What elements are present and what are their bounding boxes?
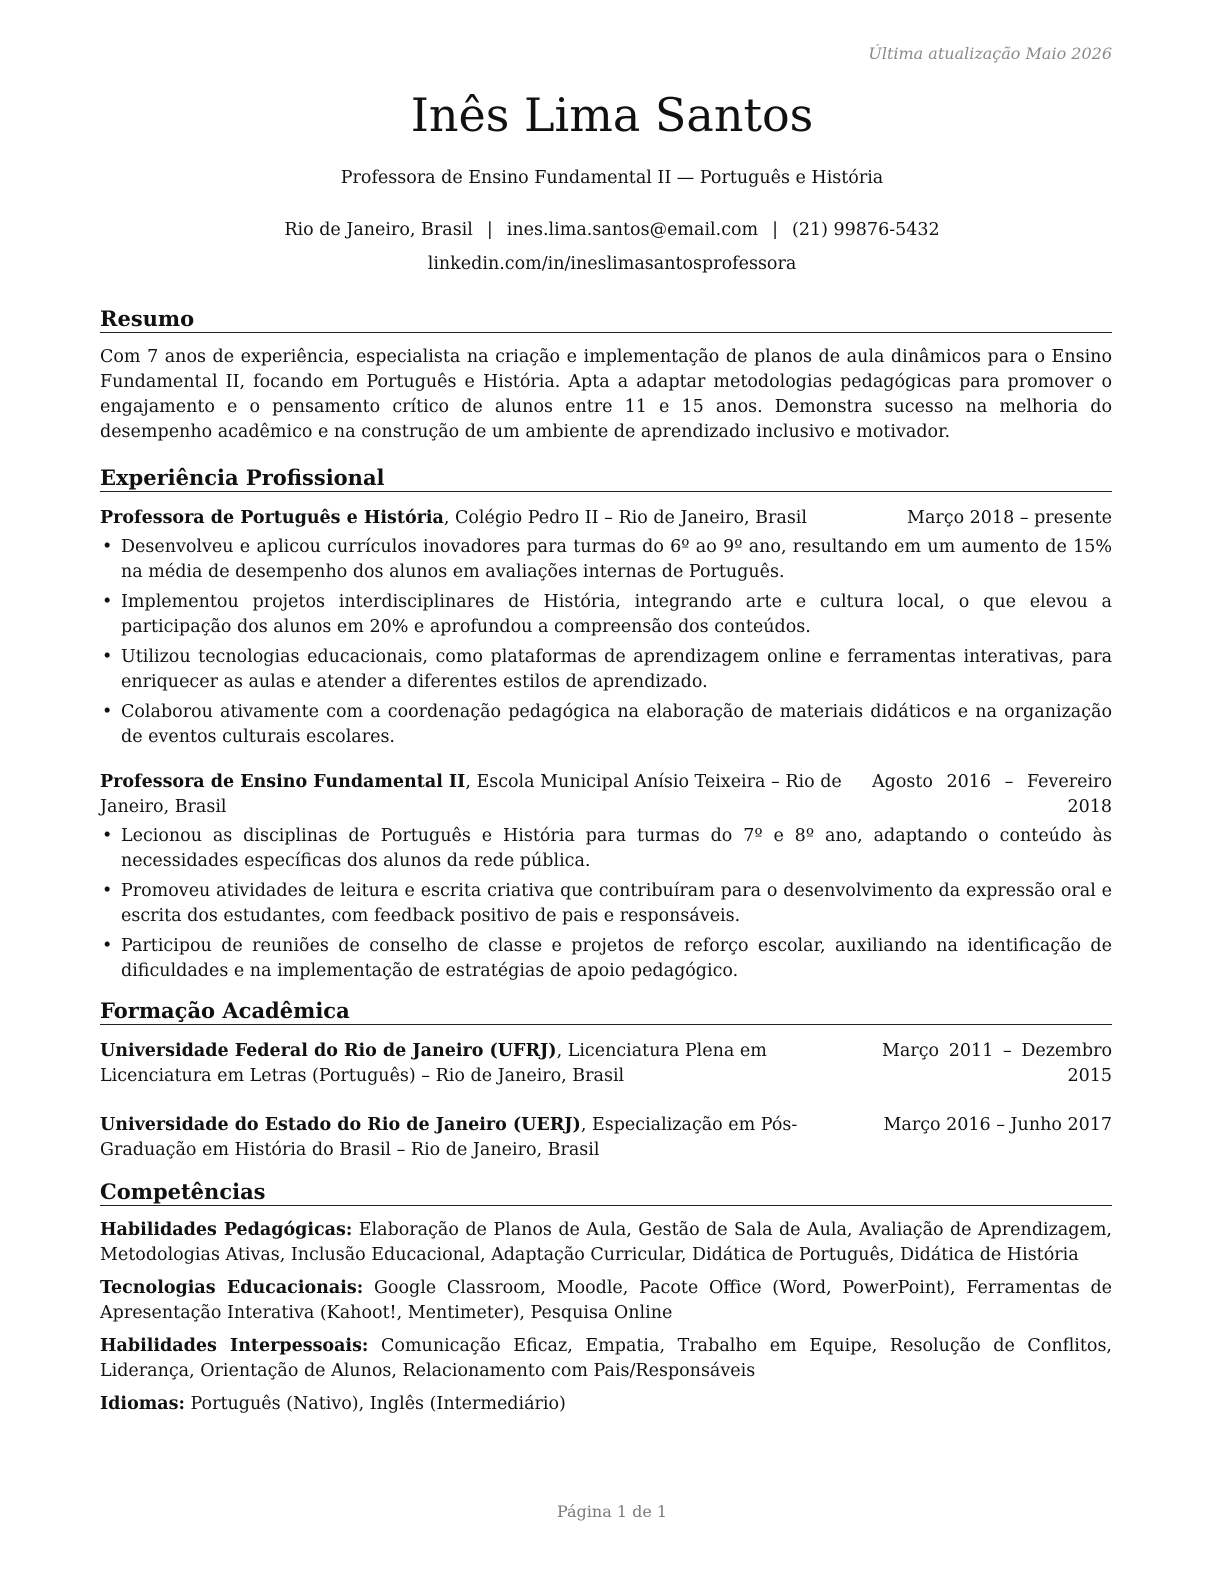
contact-separator: |: [772, 220, 779, 240]
education-entry: [100, 1039, 1112, 1089]
job-bullet: • Promoveu atividades de leitura e escrita criativa que contribuíram para o desenvolvimento da expressão oral e escrita dos estudantes, com feedback positivo de pais e responsáveis.: [100, 879, 1112, 929]
contact-separator: |: [486, 220, 493, 240]
section-title-skills: Competências: [100, 1179, 1112, 1206]
resume-content: [100, 306, 1112, 1425]
skill-label: Habilidades Pedagógicas:: [100, 1220, 353, 1240]
job-title-line: [100, 506, 899, 531]
experience-section: [100, 465, 1112, 984]
skill-group: [100, 1334, 1112, 1384]
job-header: [100, 506, 1112, 531]
education-dates: Março 2016 – Junho 2017: [883, 1115, 1112, 1135]
education-section: [100, 998, 1112, 1163]
summary-section: [100, 306, 1112, 445]
skill-text: Português (Nativo), Inglês (Intermediário): [184, 1394, 566, 1414]
section-title-education: Formação Acadêmica: [100, 998, 1112, 1025]
last-updated: Última atualização Maio 2026: [868, 44, 1112, 63]
job-org: , Escola Municipal Anísio Teixeira – Rio de Janeiro, Brasil: [100, 772, 842, 817]
education-detail: , Especialização em Pós-Graduação em História do Brasil – Rio de Janeiro, Brasil: [100, 1115, 798, 1160]
job-bullet: • Desenvolveu e aplicou currículos inovadores para turmas do 6º ao 9º ano, resultando em um aumento de 15% na média de desempenho dos alunos em avaliações internas de Português.: [100, 535, 1112, 585]
skill-text: Elaboração de Planos de Aula, Gestão de Sala de Aula, Avaliação de Aprendizagem, Metodologias Ativas, Inclusão Educacional, Adaptação Curricular, Didática de Português, Didática de História: [100, 1220, 1112, 1265]
education-title-line: [100, 1039, 874, 1089]
skill-text: Google Classroom, Moodle, Pacote Office (Word, PowerPoint), Ferramentas de Apresentação Interativa (Kahoot!, Mentimeter), Pesquisa Online: [100, 1278, 1113, 1323]
skill-group: [100, 1276, 1112, 1326]
job-bullet: • Lecionou as disciplinas de Português e História para turmas do 7º e 8º ano, adaptando o conteúdo às necessidades específicas dos alunos da rede pública.: [100, 824, 1112, 874]
job-role: Professora de Português e História: [100, 508, 444, 528]
skill-text: Comunicação Eficaz, Empatia, Trabalho em Equipe, Resolução de Conflitos, Liderança, Orientação de Alunos, Relacionamento com Pais/Responsáveis: [100, 1336, 1112, 1381]
job-title-line: [100, 770, 864, 820]
education-detail: , Licenciatura Plena em Licenciatura em Letras (Português) – Rio de Janeiro, Brasil: [100, 1041, 767, 1086]
page-number: Página 1 de 1: [556, 1502, 668, 1521]
contact-line: [0, 220, 1224, 240]
job-bullets: [100, 824, 1112, 984]
education-entry: [100, 1113, 1112, 1163]
skill-group: [100, 1392, 1112, 1417]
education-school: Universidade do Estado do Rio de Janeiro (UERJ): [100, 1115, 581, 1135]
linkedin-link[interactable]: linkedin.com/in/ineslimasantosprofessora: [427, 254, 797, 274]
job-bullet: • Utilizou tecnologias educacionais, como plataformas de aprendizagem online e ferramentas interativas, para enriquecer as aulas e atender a diferentes estilos de aprendizado.: [100, 645, 1112, 695]
job-bullet: • Participou de reuniões de conselho de classe e projetos de reforço escolar, auxiliando na identificação de dificuldades e na implementação de estratégias de apoio pedagógico.: [100, 934, 1112, 984]
candidate-name: Inês Lima Santos: [410, 88, 814, 142]
skill-label: Habilidades Interpessoais:: [100, 1336, 369, 1356]
job-bullet: • Implementou projetos interdisciplinares de História, integrando arte e cultura local, o que elevou a participação dos alunos em 20% e aprofundou a compreensão dos conteúdos.: [100, 590, 1112, 640]
skill-group: [100, 1218, 1112, 1268]
job-entry: [100, 506, 1112, 750]
job-entry: [100, 770, 1112, 984]
job-bullet: • Colaborou ativamente com a coordenação pedagógica na elaboração de materiais didáticos e na organização de eventos culturais escolares.: [100, 700, 1112, 750]
job-bullets: [100, 535, 1112, 750]
contact-location: Rio de Janeiro, Brasil: [284, 220, 473, 240]
section-title-summary: Resumo: [100, 306, 1112, 333]
job-dates: Março 2018 – presente: [907, 508, 1112, 528]
job-dates: Agosto 2016 – Fevereiro 2018: [872, 772, 1112, 817]
skills-section: [100, 1179, 1112, 1417]
candidate-subtitle: Professora de Ensino Fundamental II — Português e História: [340, 168, 884, 188]
contact-phone: (21) 99876-5432: [792, 220, 940, 240]
section-title-experience: Experiência Profissional: [100, 465, 1112, 492]
education-title-line: [100, 1113, 876, 1163]
job-role: Professora de Ensino Fundamental II: [100, 772, 466, 792]
summary-text: Com 7 anos de experiência, especialista na criação e implementação de planos de aula dinâmicos para o Ensino Fundamental II, focando em Português e História. Apta a adaptar metodologias pedagógicas para promover o engajamento e o pensamento crítico de alunos entre 11 e 15 anos. Demonstra sucesso na melhoria do desempenho acadêmico e na construção de um ambiente de aprendizado inclusivo e motivador.: [100, 347, 1112, 442]
job-header: [100, 770, 1112, 820]
skill-label: Idiomas:: [100, 1394, 185, 1414]
skill-label: Tecnologias Educacionais:: [100, 1278, 364, 1298]
job-org: , Colégio Pedro II – Rio de Janeiro, Brasil: [443, 508, 808, 528]
contact-email[interactable]: ines.lima.santos@email.com: [506, 220, 759, 240]
education-school: Universidade Federal do Rio de Janeiro (UFRJ): [100, 1041, 557, 1061]
education-dates: Março 2011 – Dezembro 2015: [882, 1041, 1112, 1086]
